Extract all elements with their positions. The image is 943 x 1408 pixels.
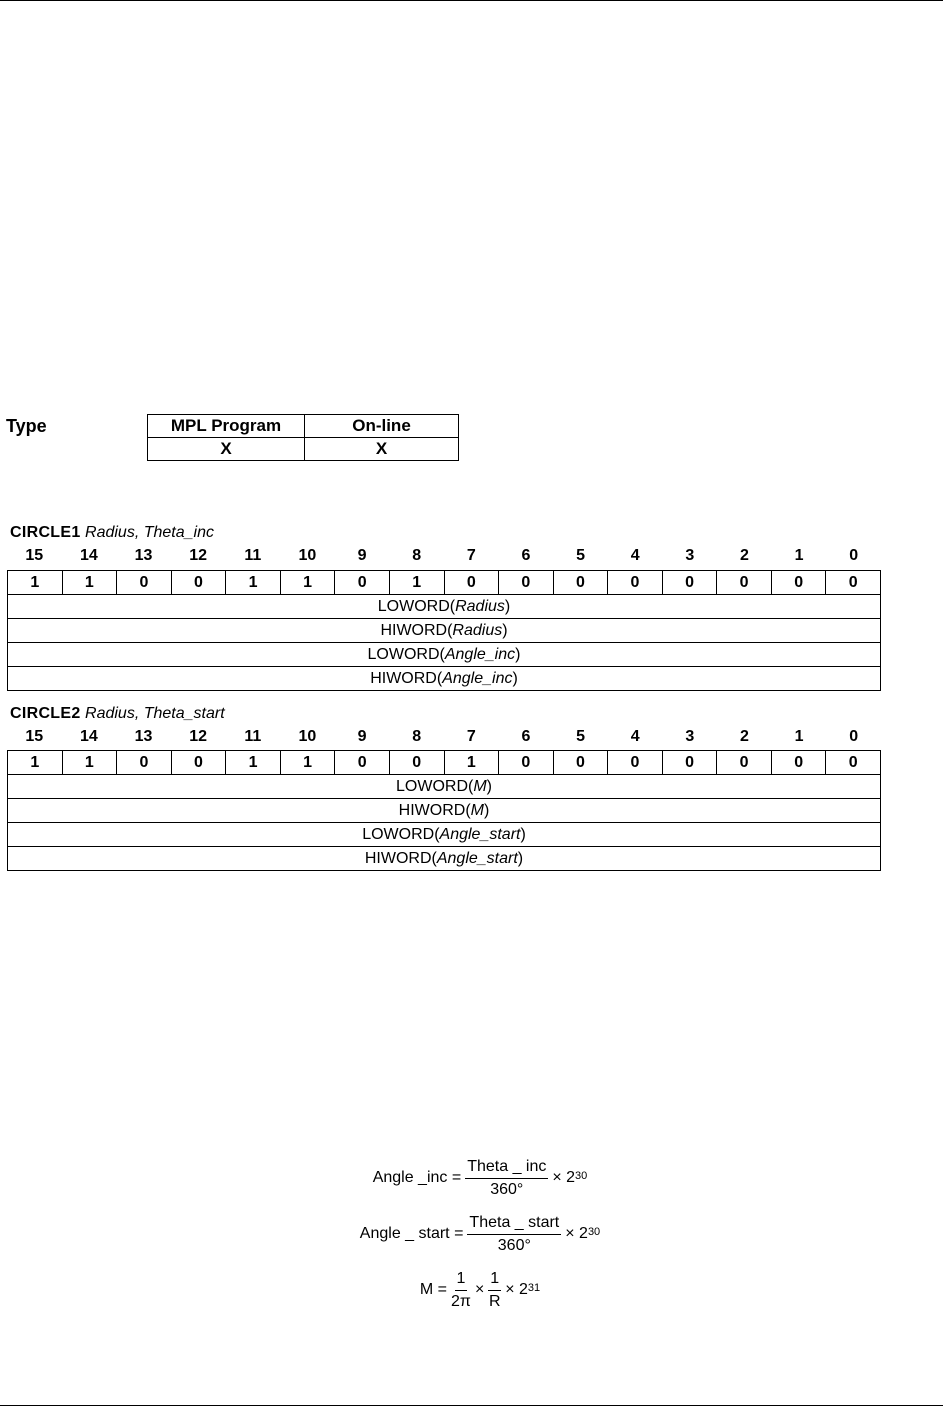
- formulas: [300, 1150, 660, 1318]
- circle1-register: [7, 570, 881, 691]
- circle1-bit-row: [8, 571, 880, 595]
- circle2-bit-number: 6: [521, 728, 531, 745]
- circle2-bit-cell: 0: [389, 751, 444, 774]
- formula-angle-start: Angle _ start = $\frac{\text{Theta \_ start}}{360^\circ}$ × 2 $^{30}$: [359, 1213, 601, 1254]
- circle2-word-3: HIWORD(Angle_start): [364, 850, 524, 867]
- circle2-bit-cell: 1: [444, 751, 499, 774]
- circle2-bit-number: 13: [134, 728, 153, 745]
- circle2-bit-number: 8: [412, 728, 422, 745]
- circle1-bit-cell: 1: [225, 571, 280, 594]
- circle1-bit-cell: 0: [444, 571, 499, 594]
- circle1-bit-cell: 0: [825, 571, 880, 594]
- circle2-bit-cell: 0: [607, 751, 662, 774]
- circle2-title: [10, 705, 225, 723]
- circle2-bit-cell: 1: [30, 754, 40, 771]
- circle1-bit-cell: 1: [389, 571, 444, 594]
- circle1-bit-number: 4: [630, 547, 640, 564]
- circle1-bit-cell: 0: [116, 571, 171, 594]
- type-value-mpl: X: [148, 438, 305, 461]
- formula-m: M = $\frac{1}{2\pi}$ × $\frac{1}{R}$ × 2 $^{31}$: [419, 1269, 541, 1310]
- circle2-bit-cell: 1: [62, 751, 117, 774]
- circle2-bit-number: 5: [576, 728, 586, 745]
- circle2-name: CIRCLE2: [10, 705, 81, 722]
- circle2-bit-cell: 0: [771, 751, 826, 774]
- circle2-bit-number: 0: [849, 728, 859, 745]
- circle1-bit-number: 15: [25, 547, 44, 564]
- circle2-bit-number: 11: [244, 728, 262, 745]
- type-table: [147, 414, 459, 461]
- circle2-bit-cell: 0: [553, 751, 608, 774]
- circle1-bit-number: 2: [739, 547, 749, 564]
- circle1-bit-cell: 0: [171, 571, 226, 594]
- circle1-name: CIRCLE1: [10, 524, 81, 541]
- circle1-bit-cell: 0: [607, 571, 662, 594]
- circle2-bit-number: 4: [630, 728, 640, 745]
- circle1-word-2: LOWORD(Angle_inc): [8, 643, 880, 667]
- circle1-bit-cell: 1: [30, 574, 40, 591]
- circle2-bit-cell: 1: [280, 751, 335, 774]
- circle1-word-0: LOWORD(Radius): [8, 595, 880, 619]
- circle2-bit-number: 10: [298, 728, 317, 745]
- circle2-bit-number: 12: [189, 728, 208, 745]
- circle2-bit-number: 14: [80, 728, 98, 745]
- circle1-bit-cell: 1: [280, 571, 335, 594]
- circle1-bit-number: 12: [189, 547, 208, 564]
- circle1-bit-number: 6: [521, 547, 531, 564]
- circle2-register: [7, 750, 881, 871]
- circle1-bit-cell: 0: [662, 571, 717, 594]
- bottom-rule: [0, 1405, 943, 1406]
- circle1-bit-number: 3: [685, 547, 695, 564]
- circle1-bit-number: 5: [576, 547, 586, 564]
- circle1-bit-cell: 0: [553, 571, 608, 594]
- circle2-bit-number: 2: [739, 728, 749, 745]
- circle2-bit-number: 3: [685, 728, 695, 745]
- circle1-bit-number: 1: [794, 547, 804, 564]
- type-header-mpl: MPL Program: [148, 415, 305, 438]
- circle1-bit-cell: 1: [62, 571, 117, 594]
- circle1-bit-number: 10: [298, 547, 317, 564]
- circle1-bit-cell: 0: [498, 571, 553, 594]
- type-label: Type: [6, 416, 47, 436]
- top-rule: [0, 0, 943, 1]
- circle2-word-1: HIWORD(M): [8, 799, 880, 823]
- circle1-bit-number: 9: [357, 547, 367, 564]
- circle1-bit-number: 0: [849, 547, 859, 564]
- circle2-bit-number: 9: [357, 728, 367, 745]
- circle2-bit-number: 1: [794, 728, 804, 745]
- circle2-bit-numbers: [7, 728, 881, 748]
- circle1-bit-cell: 0: [716, 571, 771, 594]
- circle2-bit-row: [8, 751, 880, 775]
- circle2-bit-cell: 0: [334, 751, 389, 774]
- circle1-bit-number: 13: [134, 547, 153, 564]
- circle2-bit-cell: 1: [225, 751, 280, 774]
- circle1-bit-cell: 0: [771, 571, 826, 594]
- circle1-bit-number: 14: [80, 547, 98, 564]
- circle1-word-3: HIWORD(Angle_inc): [370, 670, 518, 687]
- circle1-args: Radius, Theta_inc: [85, 524, 214, 541]
- type-header-online: On-line: [305, 415, 459, 438]
- circle1-word-1: HIWORD(Radius): [8, 619, 880, 643]
- formula-angle-inc: Angle _inc = $\frac{\text{Theta \_ inc}}{360^\circ}$ × 2 $^{30}$: [372, 1157, 588, 1198]
- circle1-title: [10, 524, 214, 542]
- circle2-bit-cell: 0: [716, 751, 771, 774]
- circle2-bit-number: 15: [25, 728, 44, 745]
- circle2-bit-cell: 0: [498, 751, 553, 774]
- circle2-bit-cell: 0: [825, 751, 880, 774]
- circle2-word-0: LOWORD(M): [8, 775, 880, 799]
- circle2-bit-cell: 0: [171, 751, 226, 774]
- type-value-online: X: [305, 438, 459, 461]
- circle1-bit-numbers: [7, 547, 881, 567]
- circle2-bit-cell: 0: [662, 751, 717, 774]
- circle1-bit-number: 8: [412, 547, 422, 564]
- circle2-bit-cell: 0: [116, 751, 171, 774]
- circle2-args: Radius, Theta_start: [85, 705, 225, 722]
- circle1-bit-number: 11: [244, 547, 262, 564]
- circle1-bit-cell: 0: [334, 571, 389, 594]
- circle1-bit-number: 7: [466, 547, 476, 564]
- circle2-bit-number: 7: [466, 728, 476, 745]
- circle2-word-2: LOWORD(Angle_start): [8, 823, 880, 847]
